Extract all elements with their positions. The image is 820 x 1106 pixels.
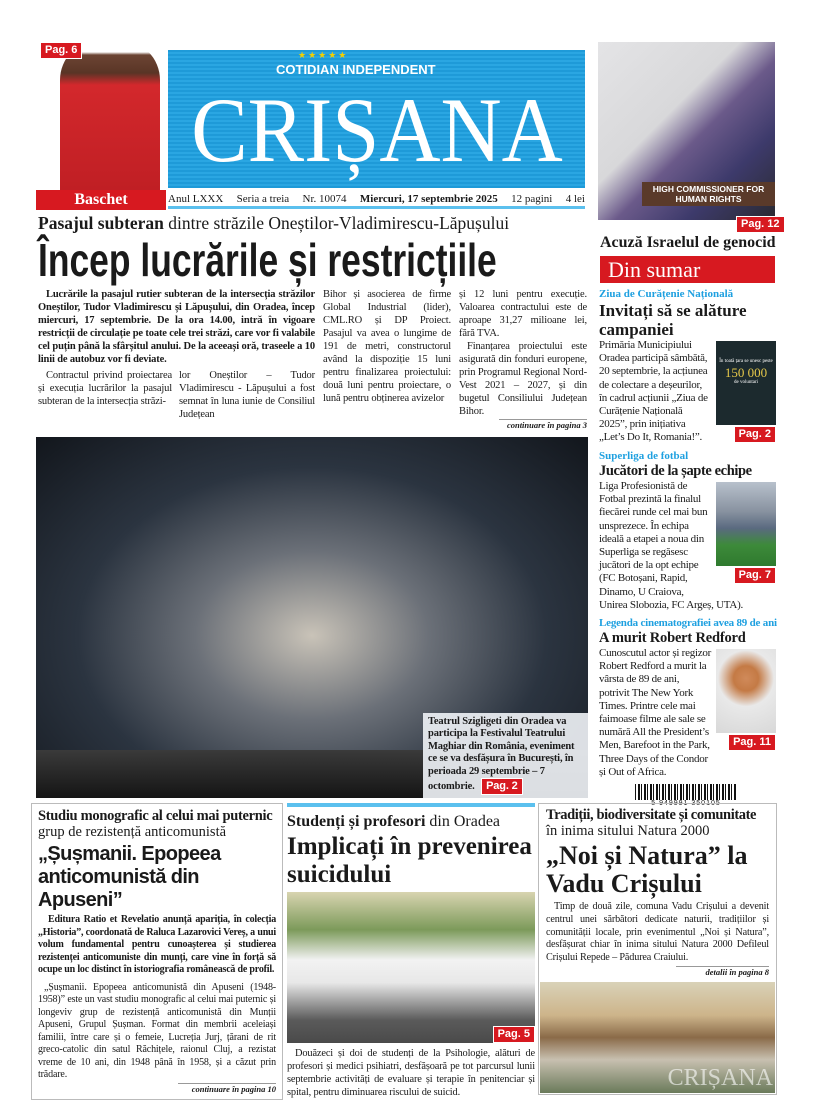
article-headline[interactable]: Implicați în prevenirea suicidului: [287, 833, 532, 888]
page-badge[interactable]: Pag. 7: [734, 567, 776, 584]
masthead: [168, 50, 585, 188]
lead-section: [36, 213, 588, 798]
article-headline[interactable]: „Șușmanii. Epopeea anticomunistă din Apuseni”: [38, 843, 221, 911]
lead-kicker-bold: Pasajul subteran: [38, 213, 164, 233]
lead-col4a: și 12 luni pentru execuție. Valoarea contractului este de aproape 31,27 milioane lei, fără TVA.: [459, 289, 587, 339]
article-text: Timp de două zile, comuna Vadu Crișului a devenit centrul unei sărbători dedicate naturii, tradițiilor și comunității locale, prin evenimentul „Noi și Natura”, desfășurat chiar în inima sitului Natura 2000 Defileul Crișului Repede – Pădurea Craiului.: [546, 901, 769, 964]
page-badge[interactable]: Pag. 5: [493, 1026, 535, 1043]
article-kicker-rest: din Oradea: [425, 813, 501, 830]
poster-line1: În toată țara se unesc peste: [719, 359, 773, 364]
issue-number: Nr. 10074: [302, 192, 347, 205]
sidebar: [599, 288, 776, 808]
lead-body: [36, 286, 588, 437]
robert-redford-photo: [716, 649, 776, 733]
lead-cols-12: [38, 369, 315, 421]
article-susmanii: [31, 803, 283, 1100]
sidebar-image: [716, 649, 776, 751]
sidebar-kicker: Legenda cinematografiei avea 89 de ani: [599, 617, 777, 630]
article-kicker-bold: Studenți și profesori: [287, 813, 426, 830]
football-coach-photo: [716, 482, 776, 566]
lead-kicker-rest: dintre străzile Oneștilor-Vladimirescu-Lăpușului: [163, 213, 510, 233]
lead-intro: Lucrările la pasajul rutier subteran de la intersecția străzilor Oneștilor, Tudor Vladimirescu și Lăpușului, din Oradea, încep miercuri, 17 septembrie. De la ora 14.00, intră în vigoare restricții de circulație pe toate cele trei străzi, care vor fi valabile cel puțin până la sfârșitul anului. De la aceeași oră, traseele a 10 linii de autobuz vor fi deviate.: [38, 289, 315, 365]
lead-col4b: Finanțarea proiectului este asigurată din fonduri europene, prin Programul Regional Nord-Vest 2021 – 2027, și din bugetul Consiliului Județean Bihor.: [459, 341, 587, 417]
article-kicker: [287, 812, 535, 831]
lead-col3: Bihor și asocierea de firme Global Industrial (lider), CML.RO și DP Proiect. Pasajul va avea o lungime de 191 de metri, constructorul având la dispoziție 15 luni pentru finalizarea proiectului: două luni pentru proiectare, o lună pentru obținerea avizelor: [323, 289, 451, 404]
issue-series: Seria a treia: [236, 192, 290, 205]
issue-pages: 12 pagini: [511, 192, 553, 205]
poster-number: 150 000: [724, 365, 768, 380]
continue-link[interactable]: continuare în pagina 10: [178, 1083, 276, 1095]
article-students: [287, 803, 535, 1099]
page-badge[interactable]: Pag. 2: [734, 426, 776, 443]
eu-stars-icon: ★★★★★: [298, 50, 349, 60]
lead-headline-wrap: [36, 234, 588, 286]
page-badge[interactable]: Pag. 11: [728, 734, 776, 751]
sidebar-text: Liga Profesionistă de Fotbal prezintă la finalul fiecărei runde cel mai bun unsprezece. În echipa ideală a etapei a noua din Superliga se regăsesc jucători de la opt echipe (FC Botoșani, Rapid, Dinamo, U Craiova, Unirea Slobozia, FC Argeș, UTA).: [599, 480, 743, 611]
masthead-tagline: COTIDIAN INDEPENDENT: [276, 62, 436, 77]
basketball-player-photo: [60, 40, 160, 190]
lead-col2: lor Oneștilor – Tudor Vladimirescu - Lăpușului a fost semnat în luna iunie de Consiliul Județean: [179, 370, 315, 420]
article-intro: Editura Ratio et Revelatio anunță apariția, în colecția „Historia”, coordonată de Raluca Lazarovici Vereș, a unui volum fundamental pentru cunoașterea și studierea rezistenței anticomuniste din munți, care vine în forță să ocupe un loc distinct în istoriografia românească de profil.: [38, 914, 276, 975]
article-kicker-rest: grup de rezistență anticomunistă: [38, 824, 227, 840]
nameplate: HIGH COMMISSIONER FOR HUMAN RIGHTS: [642, 182, 775, 206]
article-text: „Șușmanii. Epopeea anticomunistă din Apuseni (1948-1958)” este un vast studiu monografic al celui mai puternic și longeviv grup de rezistență anticomunistă din Munții Apuseni, Grupul Șușman. Format din membrii aceleiași familii, între care și o femeie, Lucreția Jurj, țărani de rit greco-catolic din satul Răchițele, raionul Cluj, a rezistat vreme de 10 ani, din 1948 până în 1958, și a căzut prin trădare.: [38, 981, 276, 1080]
lead-headline[interactable]: Încep lucrările și restricțiile: [38, 234, 497, 286]
article-kicker-rest: în inima sitului Natura 2000: [546, 823, 710, 839]
photo-caption: [428, 716, 583, 796]
lead-left: [38, 288, 315, 431]
lead-kicker: [36, 213, 588, 234]
article-kicker-bold: Studiu monografic al celui mai puternic: [38, 808, 273, 824]
sidebar-item: [599, 288, 776, 445]
natura-event-photo: [540, 982, 775, 1093]
caption-box: [423, 713, 588, 799]
issue-year: Anul LXXX: [168, 192, 224, 205]
continue-link[interactable]: detalii în pagina 8: [676, 966, 769, 978]
lead-col1: Contractul privind proiectarea și execuția lucrărilor la pasajul subteran de la intersecția străzi-: [38, 370, 172, 407]
barcode-number: 5 949991 350105: [635, 800, 737, 808]
continue-link[interactable]: continuare în pagina 3: [499, 419, 587, 431]
photo-caption-text: Teatrul Szigligeti din Oradea va participa la Festivalul Teatrului Maghiar din România, eveniment ce se va desfășura în București, în perioada 29 septembrie – 7 octombrie.: [428, 715, 575, 792]
issue-price: 4 lei: [565, 192, 585, 205]
sidebar-item: [599, 617, 776, 779]
headline-israel[interactable]: Acuză Israelul de genocid: [600, 234, 776, 251]
sidebar-item: [599, 450, 776, 612]
article-text: Douăzeci și doi de studenți de la Psihologie, alături de profesori și medici psihiatri, desfășoară pe tot parcursul lunii septembrie activități de evaluare și terapie în penitenciar și spital, pentru diminuarea riscului de suicid.: [287, 1048, 535, 1098]
sidebar-title: Din sumar: [600, 256, 775, 283]
lead-col4: [459, 288, 587, 431]
sidebar-headline[interactable]: Jucători de la șapte echipe: [599, 463, 752, 479]
article-headline[interactable]: „Noi și Natura” la Vadu Crișului: [546, 841, 748, 898]
page-badge[interactable]: Pag. 12: [736, 216, 785, 233]
poster-line2: de voluntari: [733, 380, 759, 385]
sidebar-headline[interactable]: Invitați să se alăture campaniei: [599, 301, 747, 339]
blue-rule: [287, 803, 535, 807]
page-badge[interactable]: Pag. 6: [40, 42, 82, 59]
page-badge[interactable]: Pag. 2: [481, 778, 523, 795]
article-natura: [538, 803, 777, 1095]
cleanup-poster: [716, 341, 776, 425]
students-photo: [287, 892, 535, 1043]
sidebar-text: Primăria Municipiului Oradea participă sâmbătă, 20 septembrie, la acțiunea de colectare a deșeurilor, în cadrul acțiunii „Ziua de Curățenie Națională 2025”, prin inițiativa „Let’s Do It, Romania!”.: [599, 339, 708, 444]
issue-date: Miercuri, 17 septembrie 2025: [359, 192, 498, 205]
sidebar-kicker: Superliga de fotbal: [599, 450, 689, 462]
sidebar-image: [716, 482, 776, 584]
watermark-logo: CRIȘANA: [667, 1065, 773, 1091]
sidebar-text: Cunoscutul actor și regizor Robert Redford a murit la vârsta de 89 de ani, potrivit The New York Times. Printre cele mai faimoase filme ale sale se numără All the President’s Men, Barefoot in the Park, Three Days of the Condor și Out of Africa.: [599, 647, 712, 778]
issue-info-bar: [168, 192, 585, 209]
theater-photo: [36, 437, 588, 798]
section-label-basket: Baschet: [36, 190, 166, 210]
masthead-title: CRIȘANA: [191, 79, 563, 181]
sidebar-kicker: Ziua de Curățenie Națională: [599, 288, 734, 300]
article-kicker-bold: Tradiții, biodiversitate și comunitate: [546, 807, 757, 823]
sidebar-image: [716, 341, 776, 443]
sidebar-headline[interactable]: A murit Robert Redford: [599, 630, 746, 647]
commissioner-photo: [598, 42, 775, 220]
